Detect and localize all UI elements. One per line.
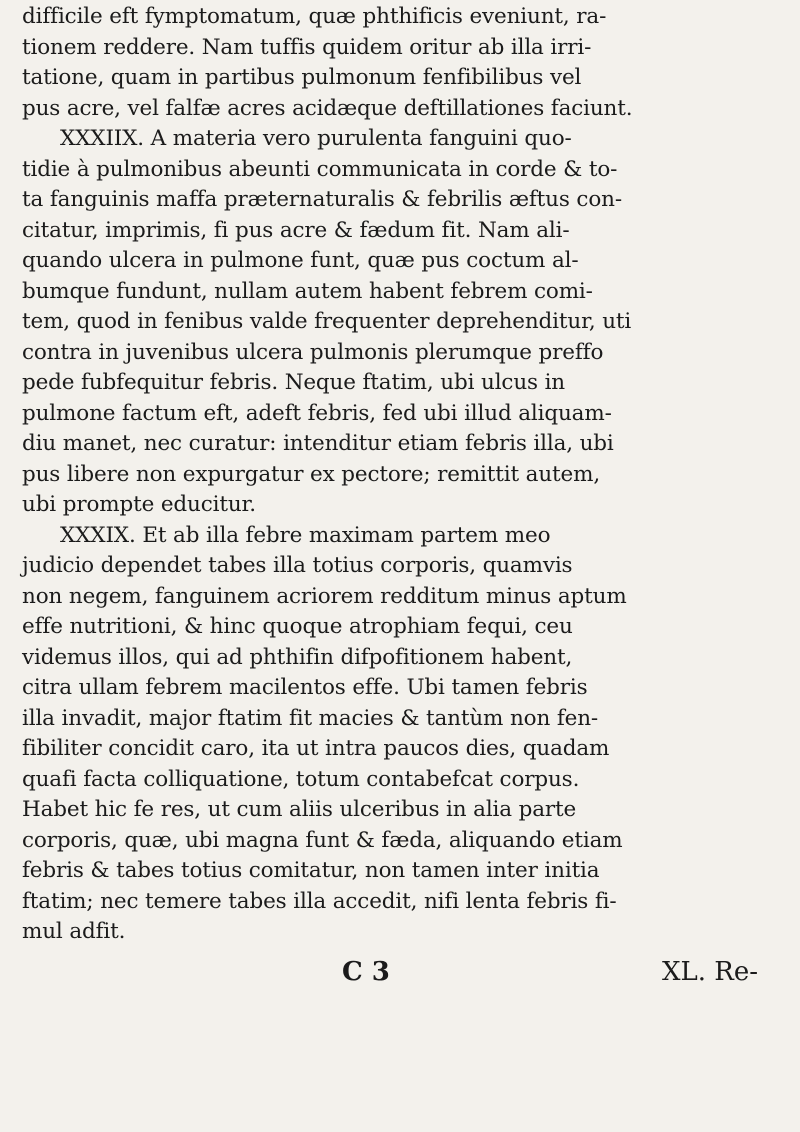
text-line: effe nutritioni, & hinc quoque atrophiam fequi, ceu: [22, 614, 573, 639]
section-xxxix-start: XXXIX. Et ab illa febre maximam partem meo: [60, 522, 551, 548]
text-line: diu manet, nec curatur: intenditur etiam febris illa, ubi: [22, 431, 614, 456]
text-line: quando ulcera in pulmone funt, quæ pus coctum al-: [22, 248, 579, 273]
page-footer: [22, 954, 780, 990]
text-line: mul adfit.: [22, 919, 126, 944]
text-line: videmus illos, qui ad phthifin difpofitionem habent,: [22, 644, 573, 670]
text-line: febris & tabes totius comitatur, non tamen inter initia: [22, 858, 600, 883]
text-line: quafi facta colliquatione, totum contabefcat corpus.: [22, 766, 580, 792]
text-line: tatione, quam in partibus pulmonum fenfibilibus vel: [22, 65, 582, 90]
text-line: contra in juvenibus ulcera pulmonis plerumque preffo: [22, 339, 604, 365]
text-line: Habet hic fe res, ut cum aliis ulceribus in alia parte: [22, 797, 577, 822]
signature-mark: C 3: [342, 956, 390, 987]
text-line: pus libere non expurgatur ex pectore; remittit autem,: [22, 461, 601, 487]
text-line: fibiliter concidit caro, ita ut intra paucos dies, quadam: [22, 736, 610, 761]
text-line: ubi prompte educitur.: [22, 492, 256, 517]
text-line: tem, quod in fenibus valde frequenter deprehenditur, uti: [22, 309, 632, 334]
text-line: pulmone factum eft, adeft febris, fed ubi illud aliquam-: [22, 400, 612, 426]
text-line: judicio dependet tabes illa totius corporis, quamvis: [22, 553, 573, 578]
text-line: corporis, quæ, ubi magna funt & fæda, aliquando etiam: [22, 827, 623, 853]
text-line: pus acre, vel falfæ acres acidæque deftillationes faciunt.: [22, 95, 633, 121]
text-line: tionem reddere. Nam tuffis quidem oritur ab illa irri-: [22, 34, 592, 60]
text-line: non negem, fanguinem acriorem redditum minus aptum: [22, 583, 627, 609]
text-line: difficile eft fymptomatum, quæ phthificis eveniunt, ra-: [22, 4, 607, 29]
text-line: citra ullam febrem macilentos effe. Ubi tamen febris: [22, 675, 588, 700]
text-line: illa invadit, major ftatim fit macies & tantùm non fen-: [22, 705, 599, 731]
text-line: citatur, imprimis, fi pus acre & fædum fit. Nam ali-: [22, 217, 570, 243]
text-line: ftatim; nec temere tabes illa accedit, nifi lenta febris fi-: [22, 888, 617, 914]
text-line: pede fubfequitur febris. Neque ftatim, ubi ulcus in: [22, 370, 566, 395]
catchword: XL. Re-: [661, 956, 758, 987]
text-line: bumque fundunt, nullam autem habent febrem comi-: [22, 278, 593, 304]
text-line: tidie à pulmonibus abeunti communicata in corde & to-: [22, 156, 618, 182]
text-line: ta fanguinis maffa præternaturalis & febrilis æftus con-: [22, 187, 622, 212]
section-xxxiix-start: XXXIIX. A materia vero purulenta fanguini quo-: [60, 126, 572, 151]
